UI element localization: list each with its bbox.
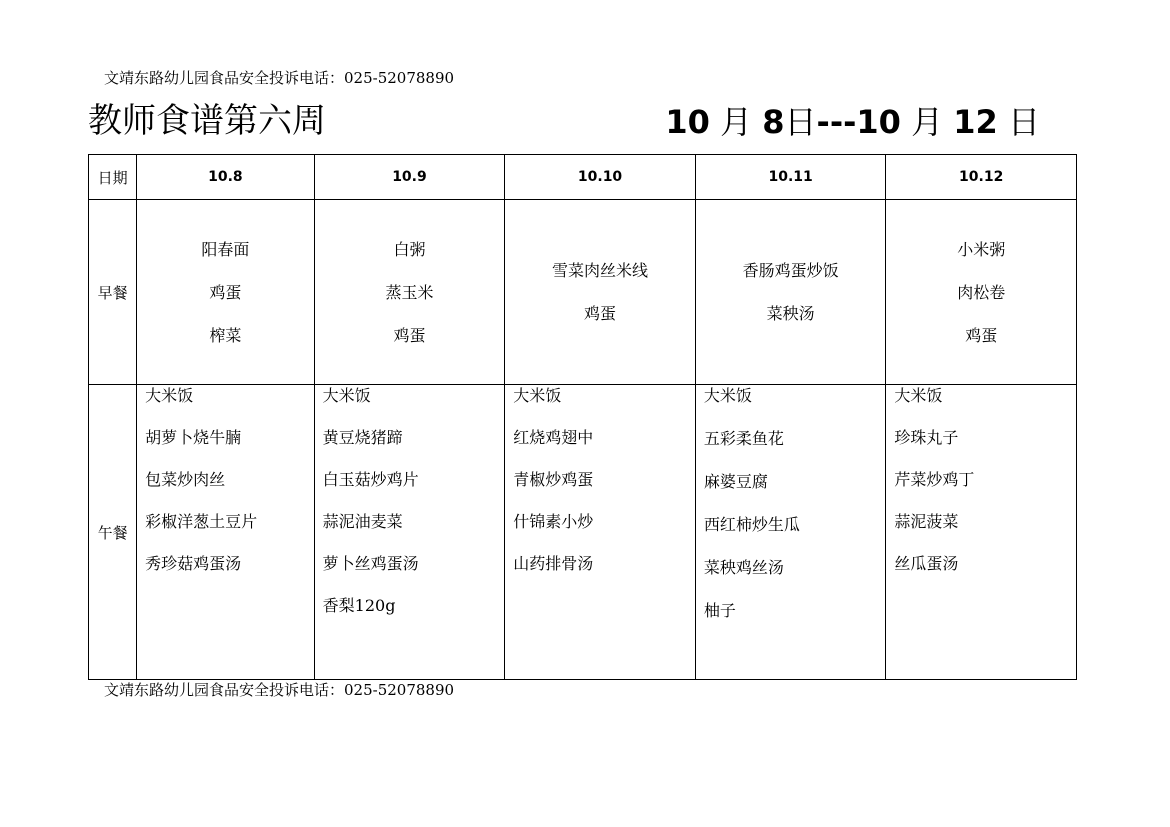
lunch-cell — [137, 385, 315, 680]
week-date-range — [665, 100, 1040, 144]
breakfast-list — [886, 228, 1076, 357]
lunch-item: 菜秧鸡丝汤 — [703, 558, 784, 577]
breakfast-item: 白粥 — [393, 239, 426, 259]
lunch-item: 秀珍菇鸡蛋汤 — [145, 554, 242, 573]
lunch-item: 柚子 — [703, 601, 736, 620]
breakfast-item: 菜秧汤 — [766, 304, 815, 323]
date-header-label: 日期 — [89, 155, 137, 200]
breakfast-item: 肉松卷 — [957, 282, 1006, 302]
lunch-cell — [314, 385, 505, 680]
date-cell: 10.9 — [314, 155, 505, 200]
day-char-1: 日 — [784, 103, 817, 141]
breakfast-item: 榨菜 — [209, 325, 242, 345]
lunch-row — [89, 385, 1077, 680]
lunch-item: 红烧鸡翅中 — [513, 428, 594, 447]
breakfast-item: 鸡蛋 — [393, 325, 426, 345]
breakfast-label: 早餐 — [89, 200, 137, 385]
lunch-item: 包菜炒肉丝 — [145, 470, 226, 489]
month-char-2: 月 — [911, 103, 944, 141]
lunch-item: 萝卜丝鸡蛋汤 — [322, 554, 419, 573]
complaint-hotline-top: 文靖东路幼儿园食品安全投诉电话：025-52078890 — [104, 69, 455, 87]
breakfast-list — [315, 228, 505, 357]
breakfast-item: 鸡蛋 — [965, 325, 998, 345]
lunch-list — [886, 385, 1076, 574]
breakfast-cell — [505, 200, 696, 385]
lunch-list — [696, 385, 886, 621]
range-separator: --- — [816, 103, 857, 141]
breakfast-item: 小米粥 — [957, 239, 1006, 259]
start-day: 8 — [762, 103, 785, 141]
breakfast-list — [696, 249, 886, 335]
lunch-label: 午餐 — [89, 385, 137, 680]
date-cell: 10.11 — [695, 155, 886, 200]
breakfast-item: 香肠鸡蛋炒饭 — [742, 261, 839, 280]
breakfast-item: 鸡蛋 — [584, 304, 617, 323]
lunch-item: 彩椒洋葱土豆片 — [145, 512, 258, 531]
breakfast-cell — [314, 200, 505, 385]
breakfast-list — [505, 249, 695, 335]
date-cell: 10.10 — [505, 155, 696, 200]
end-month: 10 — [856, 103, 901, 141]
lunch-cell — [886, 385, 1077, 680]
start-month: 10 — [665, 103, 710, 141]
breakfast-item: 鸡蛋 — [209, 282, 242, 302]
date-cell: 10.8 — [137, 155, 315, 200]
month-char-1: 月 — [720, 103, 753, 141]
end-day: 12 — [953, 103, 998, 141]
lunch-item: 珍珠丸子 — [894, 428, 959, 447]
lunch-item: 西红柿炒生瓜 — [703, 515, 800, 534]
breakfast-item: 蒸玉米 — [385, 282, 434, 302]
breakfast-row — [89, 200, 1077, 385]
lunch-item: 青椒炒鸡蛋 — [513, 470, 594, 489]
lunch-item: 芹菜炒鸡丁 — [894, 470, 975, 489]
lunch-item: 黄豆烧猪蹄 — [322, 428, 403, 447]
breakfast-list — [137, 228, 314, 357]
lunch-item: 丝瓜蛋汤 — [894, 554, 959, 573]
lunch-item: 香梨120g — [322, 596, 396, 615]
complaint-hotline-bottom: 文靖东路幼儿园食品安全投诉电话：025-52078890 — [104, 681, 455, 699]
lunch-item: 白玉菇炒鸡片 — [322, 470, 419, 489]
lunch-item: 大米饭 — [322, 386, 371, 405]
page-title: 教师食谱第六周 — [88, 101, 326, 141]
breakfast-item: 雪菜肉丝米线 — [552, 261, 649, 280]
lunch-cell — [695, 385, 886, 680]
lunch-item: 胡萝卜烧牛腩 — [145, 428, 242, 447]
lunch-item: 什锦素小炒 — [513, 512, 594, 531]
breakfast-cell — [137, 200, 315, 385]
date-cell: 10.12 — [886, 155, 1077, 200]
date-row — [89, 155, 1077, 200]
lunch-item: 大米饭 — [703, 386, 752, 405]
lunch-item: 大米饭 — [145, 386, 194, 405]
lunch-item: 蒜泥菠菜 — [894, 512, 959, 531]
lunch-list — [505, 385, 695, 574]
breakfast-item: 阳春面 — [201, 239, 250, 259]
lunch-item: 麻婆豆腐 — [703, 472, 768, 491]
lunch-item: 大米饭 — [894, 386, 943, 405]
lunch-item: 山药排骨汤 — [513, 554, 594, 573]
lunch-list — [315, 385, 505, 616]
lunch-item: 蒜泥油麦菜 — [322, 512, 403, 531]
lunch-item: 大米饭 — [513, 386, 562, 405]
lunch-cell — [505, 385, 696, 680]
lunch-list — [137, 385, 314, 574]
lunch-item: 五彩柔鱼花 — [703, 429, 784, 448]
day-char-2: 日 — [1007, 103, 1040, 141]
breakfast-cell — [886, 200, 1077, 385]
menu-table — [88, 154, 1077, 680]
breakfast-cell — [695, 200, 886, 385]
